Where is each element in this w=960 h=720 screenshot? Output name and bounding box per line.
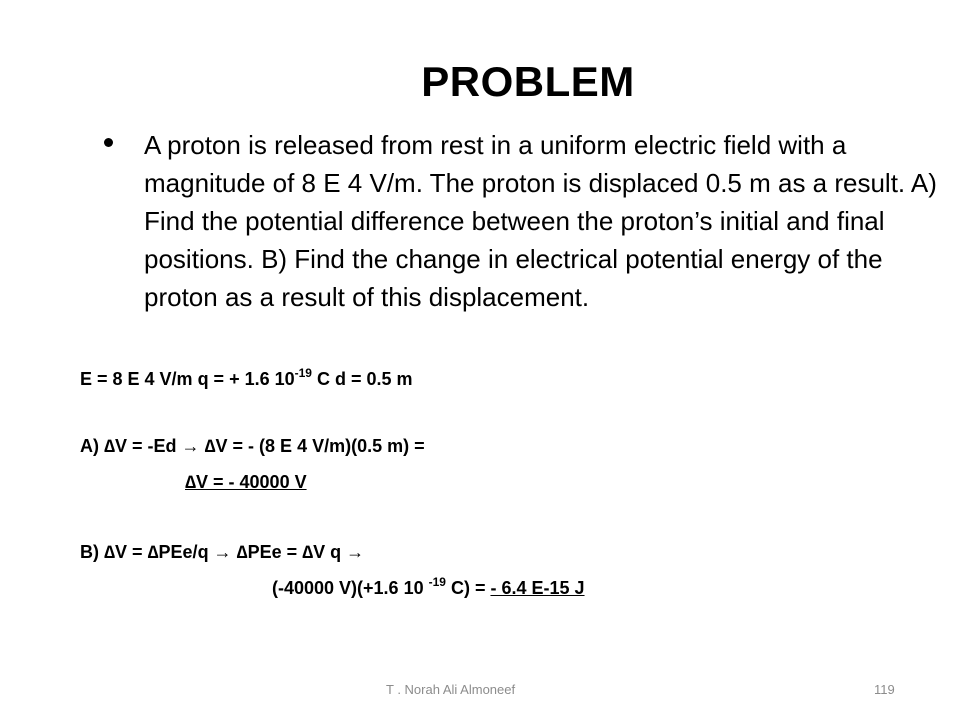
given-exponent: -19 — [294, 366, 312, 380]
given-values-text: E = 8 E 4 V/m q = + 1.6 10 — [80, 369, 295, 389]
part-b-calculation — [272, 575, 585, 599]
bullet-dot-icon — [104, 138, 113, 147]
part-b-calc-mid: C) = — [445, 578, 491, 598]
part-b-equation: B) ∆V = ∆PEe/q → ∆PEe = ∆V q → — [80, 542, 365, 562]
page-number: 119 — [874, 682, 895, 697]
part-b-calc-text: (-40000 V)(+1.6 10 — [272, 578, 429, 598]
part-b-answer: - 6.4 E-15 J — [490, 578, 585, 598]
part-a-answer: ∆V = - 40000 V — [185, 472, 307, 492]
given-values-tail: C d = 0.5 m — [311, 369, 413, 389]
slide-title: PROBLEM — [421, 58, 635, 105]
part-a-equation: A) ∆V = -Ed → ∆V = - (8 E 4 V/m)(0.5 m) = — [80, 436, 425, 456]
given-values — [80, 366, 413, 390]
problem-statement: A proton is released from rest in a uniform electric field with a magnitude of 8 E 4 V/m. The proton is displaced 0.5 m as a result. A) Find the potential difference between the proton’s initial and final positions. B) Find the change in electrical potential energy of the proton as a result of this displacement. — [144, 130, 937, 312]
part-b-exponent: -19 — [428, 575, 446, 589]
footer-author: T . Norah Ali Almoneef — [386, 682, 516, 697]
